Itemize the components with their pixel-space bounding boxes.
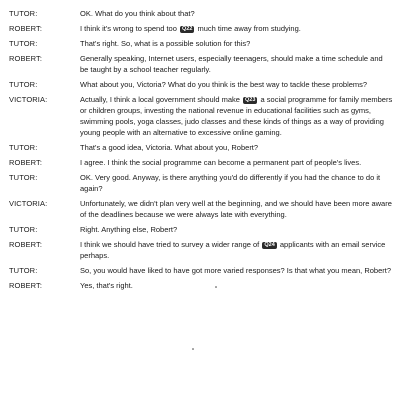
dialogue-turn [9, 142, 393, 153]
dialogue-turn [9, 38, 393, 49]
speech-text [80, 265, 393, 276]
speech-segment: a social programme for family members or children groups, investing the national revenue in educational facilities such as gyms, swimming pools, yoga classes, judo classes and these kinds of things as a way of providing young people with an alternative to excessive online gaming. [80, 95, 393, 137]
speaker-label: TUTOR: [9, 266, 38, 275]
speech-segment: much time away from studying. [195, 24, 301, 33]
speaker-label: VICTORIA: [9, 199, 48, 208]
dialogue-turn [9, 198, 393, 220]
speaker-label: TUTOR: [9, 80, 38, 89]
speaker-label: ROBERT: [9, 281, 43, 290]
dialogue-turn [9, 265, 393, 276]
speech-segment: Unfortunately, we didn't plan very well at the beginning, and we should have been more aware of the deadlines because we were always late with everything. [80, 199, 392, 219]
speech-segment: Right. Anything else, Robert? [80, 225, 178, 234]
speech-segment: Actually, I think a local government should make [80, 95, 243, 104]
dialogue-turn [9, 79, 393, 90]
dialogue-transcript [9, 8, 393, 295]
speech-text [80, 38, 393, 49]
question-marker: Q24 [264, 242, 275, 248]
speaker-label: ROBERT: [9, 240, 43, 249]
speech-text [80, 239, 393, 261]
dialogue-turn [9, 53, 393, 75]
scan-speck [192, 348, 194, 350]
speaker-label: ROBERT: [9, 54, 43, 63]
dialogue-turn [9, 280, 393, 291]
speech-text [80, 198, 393, 220]
speech-segment: What about you, Victoria? What do you think is the best way to tackle these problems? [80, 80, 368, 89]
dialogue-turn [9, 8, 393, 19]
speaker-label: VICTORIA: [9, 95, 48, 104]
speech-text [80, 53, 393, 75]
speech-segment: OK. Very good. Anyway, is there anything you'd do differently if you had the chance to do it again? [80, 173, 381, 193]
speaker-label: TUTOR: [9, 143, 38, 152]
dialogue-turn [9, 23, 393, 34]
speech-segment: That's a good idea, Victoria. What about you, Robert? [80, 143, 259, 152]
dialogue-turn [9, 172, 393, 194]
speaker-label: TUTOR: [9, 9, 38, 18]
speech-segment: I think it's wrong to spend too [80, 24, 179, 33]
speech-text [80, 172, 393, 194]
speaker-label: ROBERT: [9, 24, 43, 33]
dialogue-turn [9, 157, 393, 168]
speech-segment: Yes, that's right. [80, 281, 133, 290]
speech-segment: I think we should have tried to survey a wider range of [80, 240, 262, 249]
speech-text [80, 157, 393, 168]
speech-text [80, 23, 393, 34]
question-marker: Q22 [182, 26, 193, 32]
speaker-label: TUTOR: [9, 225, 38, 234]
speech-segment: That's right. So, what is a possible solution for this? [80, 39, 251, 48]
speech-text [80, 280, 393, 291]
speech-segment: Generally speaking, Internet users, especially teenagers, should make a time schedule and be taught by a school teacher regularly. [80, 54, 383, 74]
dialogue-turn [9, 94, 393, 138]
speech-text [80, 142, 393, 153]
question-marker: Q23 [245, 97, 256, 103]
speech-text [80, 79, 393, 90]
speech-segment: I agree. I think the social programme can become a permanent part of people's lives. [80, 158, 362, 167]
speaker-label: TUTOR: [9, 173, 38, 182]
speech-segment: OK. What do you think about that? [80, 9, 195, 18]
speaker-label: TUTOR: [9, 39, 38, 48]
speech-text [80, 224, 393, 235]
dialogue-turn [9, 239, 393, 261]
speech-segment: So, you would have liked to have got more varied responses? Is that what you mean, Robert? [80, 266, 392, 275]
speech-text [80, 8, 393, 19]
dialogue-turn [9, 224, 393, 235]
speaker-label: ROBERT: [9, 158, 43, 167]
speech-segment: applicants with an email service perhaps. [80, 240, 386, 260]
speech-text [80, 94, 393, 138]
scan-speck [215, 286, 217, 288]
